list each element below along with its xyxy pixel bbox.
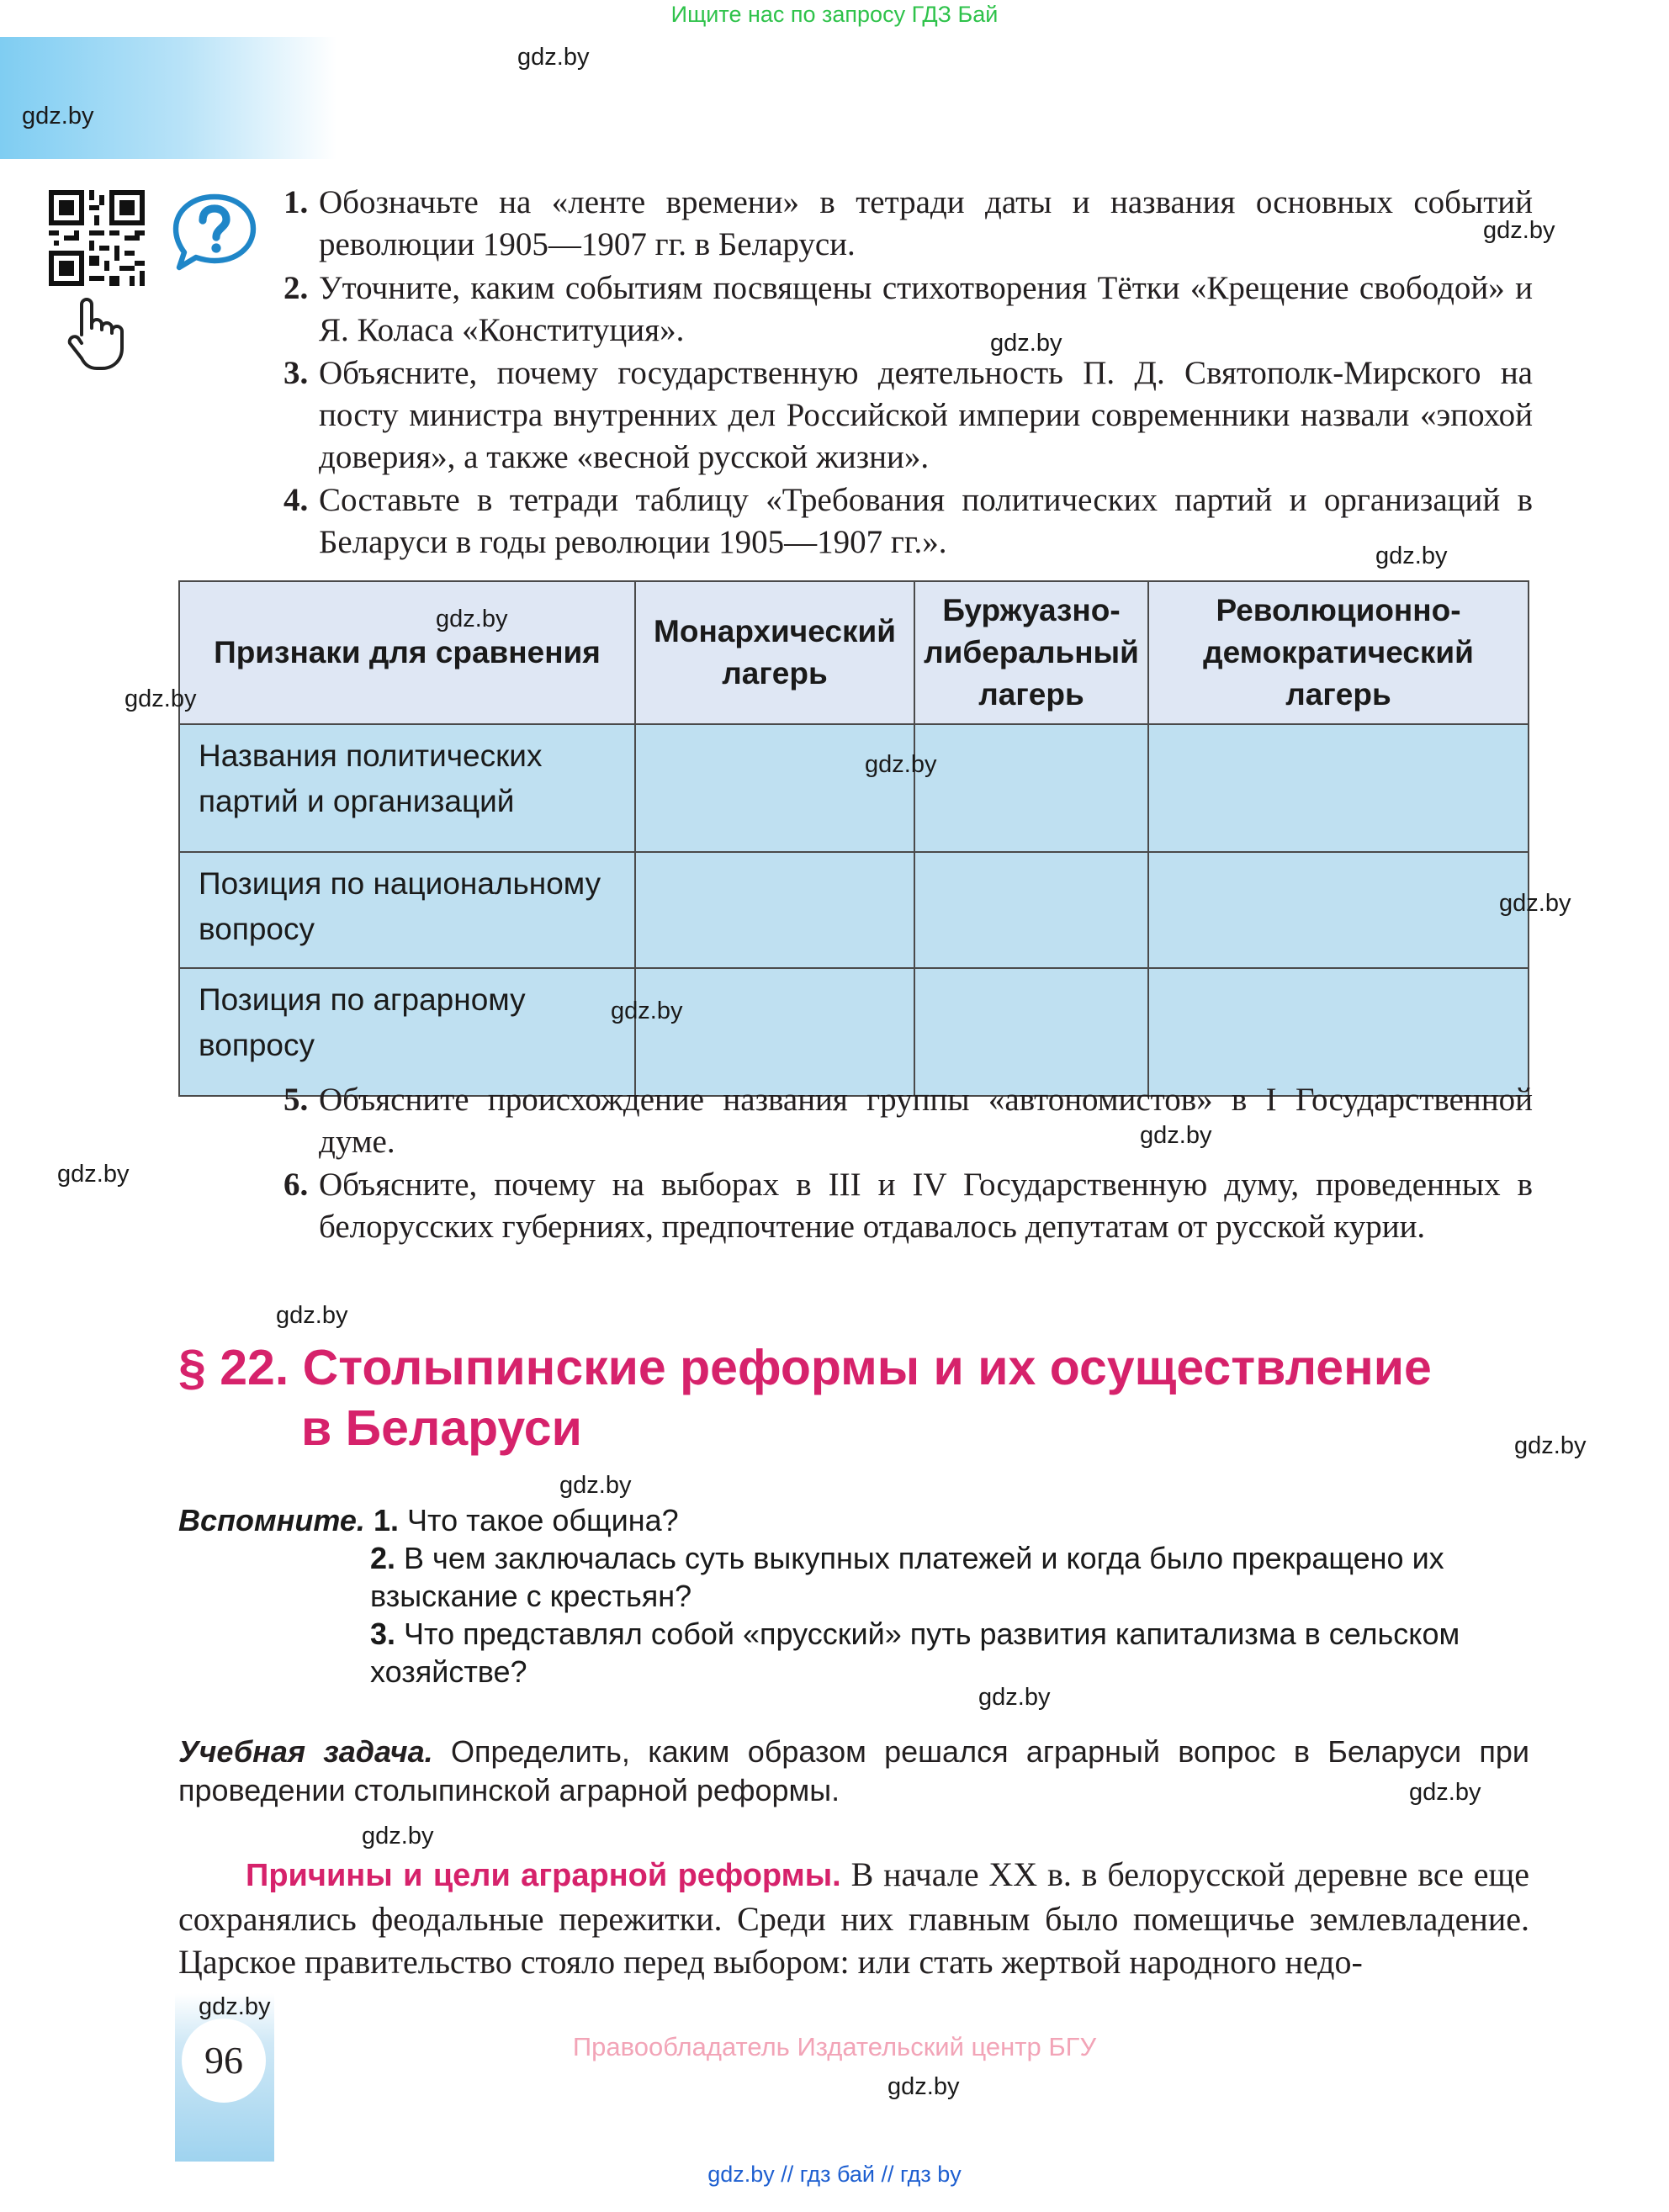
table-cell [635,724,914,852]
recall-block [178,1501,1566,1691]
watermark: gdz.by [1409,1779,1481,1806]
recall-label: Вспомните. [178,1503,365,1537]
page-number: 96 [182,2019,266,2103]
recall-item-number: 2. [370,1541,396,1575]
watermark: gdz.by [199,1993,271,2020]
paragraph-heading: Причины и цели аграрной реформы. [246,1858,841,1893]
table-row [179,724,1529,852]
section-title [178,1337,1608,1458]
corner-band [0,37,336,159]
table-row-label: Названия политических партий и организаций [179,724,635,852]
table-cell [1148,724,1529,852]
watermark: gdz.by [1140,1122,1212,1149]
copyright-notice: Правообладатель Издательский центр БГУ [572,2032,1097,2061]
watermark: gdz.by [990,330,1062,357]
table-cell [914,968,1148,1096]
question-2: 2. Уточните, каким событиям посвящены стихотворения Тётки «Крещение свободой» и Я. Коласа «Конституция». [283,270,1533,348]
watermark: gdz.by [436,606,508,632]
section-title-line-1: § 22. Столыпинские реформы и их осуществление [178,1340,1432,1395]
watermark: gdz.by [865,751,937,778]
hand-pointer-icon [61,294,130,372]
table-header-cell: Признаки для сравнения [179,581,635,724]
qr-code-icon[interactable] [49,190,145,286]
comparison-table [178,580,1529,1097]
search-hint: Ищите нас по запросу ГДЗ Бай [670,2,999,27]
footer-links[interactable]: gdz.by // гдз бай // гдз by [707,2162,962,2187]
watermark: gdz.by [978,1684,1051,1711]
watermark: gdz.by [276,1302,348,1329]
watermark: gdz.by [1514,1432,1587,1459]
watermark: gdz.by [125,685,197,712]
watermark: gdz.by [57,1161,130,1188]
watermark: gdz.by [887,2073,960,2100]
paragraph-text: В начале XX в. в белорусской деревне все еще сохранялись феодальные пережитки. Среди них главным было помещичье землевладение. Царское правительство стояло перед выбором: или стать жертвой народного недо- [178,1855,1530,1981]
body-paragraph [178,1853,1529,1983]
question-4: 4. Составьте в тетради таблицу «Требования политических партий и организаций в Беларуси в годы революции 1905—1907 гг.». [283,482,1533,560]
table-row-label: Позиция по аграрному вопросу [179,968,635,1096]
table-cell [914,724,1148,852]
table-header-cell: Революционно-демократический лагерь [1148,581,1529,724]
section-title-line-2: в Беларуси [301,1400,582,1456]
question-3: 3. Объясните, почему государственную деятельность П. Д. Святополк-Мирского на посту министра внутренних дел Российской империи современники назвали «эпохой доверия», а также «весной русской жизни». [283,355,1533,475]
watermark: gdz.by [1375,542,1448,569]
watermark: gdz.by [559,1472,632,1499]
recall-item-number: 1. [373,1503,399,1537]
watermark: gdz.by [22,103,94,130]
recall-item-text: Что такое община? [407,1503,679,1537]
watermark: gdz.by [362,1823,434,1850]
question-6: 6. Объясните, почему на выборах в III и IV Государственную думу, проведенных в белорусских губерниях, предпочтение отдавалось депутатам от русской курии. [283,1167,1533,1245]
table-header-cell: Буржуазно-либеральный лагерь [914,581,1148,724]
question-5: 5. Объясните происхождение названия группы «автономистов» в I Государственной думе. [283,1082,1533,1160]
table-cell [1148,968,1529,1096]
table-cell [635,968,914,1096]
table-header-row [179,581,1529,724]
watermark: gdz.by [517,44,590,71]
recall-item-text: Что представлял собой «прусский» путь развития капитализма в сельском хозяйстве? [370,1617,1460,1689]
table-cell [914,852,1148,968]
table-cell [635,852,914,968]
table-row [179,852,1529,968]
table-header-cell: Монархический лагерь [635,581,914,724]
watermark: gdz.by [1499,890,1571,917]
watermark: gdz.by [611,998,683,1024]
recall-item-number: 3. [370,1617,396,1651]
question-mark-icon [171,192,258,273]
table-row-label: Позиция по национальному вопросу [179,852,635,968]
watermark: gdz.by [1483,217,1555,244]
table-cell [1148,852,1529,968]
task-label: Учебная задача. [178,1734,433,1769]
question-1: 1. Обозначьте на «ленте времени» в тетради даты и названия основных событий революции 1905—1907 гг. в Беларуси. [283,184,1533,262]
recall-item-text: В чем заключалась суть выкупных платежей и когда было прекращено их взыскание с крестьян? [370,1541,1444,1613]
table-row [179,968,1529,1096]
learning-task [178,1733,1529,1810]
task-text: Определить, каким образом решался аграрный вопрос в Беларуси при проведении столыпинской аграрной реформы. [178,1734,1529,1807]
